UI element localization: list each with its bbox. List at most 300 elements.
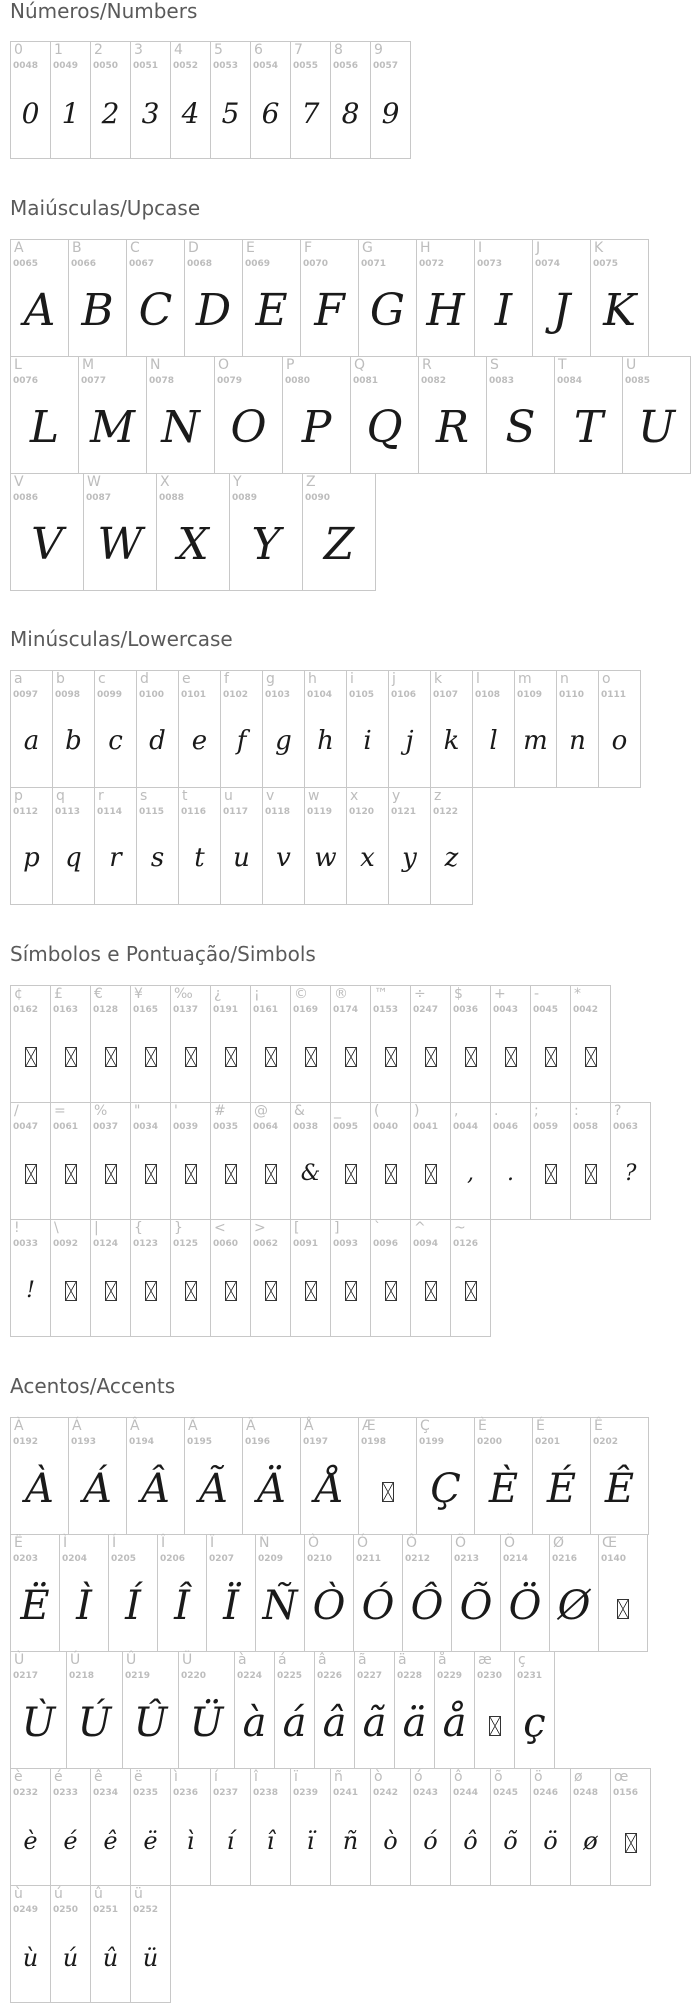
glyph-character-label: Â — [130, 1418, 140, 1434]
glyph-code-label: 0245 — [493, 1788, 519, 1798]
glyph-code-label: 0205 — [111, 1554, 137, 1564]
glyph-code-label: 0235 — [133, 1788, 159, 1798]
glyph-code-label: 0239 — [293, 1788, 319, 1798]
glyph-cell — [78, 356, 147, 474]
glyph-character-label: 1 — [54, 42, 63, 58]
glyph-character-label: æ — [478, 1652, 492, 1668]
missing-glyph-icon — [371, 1044, 410, 1069]
upcase-row-1 — [10, 239, 649, 357]
glyph-code-label: 0137 — [173, 1005, 199, 1015]
glyph-character-label: ¥ — [134, 986, 143, 1002]
glyph-character-label: j — [392, 671, 396, 687]
glyph-character-label: ë — [134, 1769, 143, 1785]
glyph-character-label: N — [150, 357, 161, 373]
glyph-cell — [304, 787, 347, 905]
glyph-cell — [430, 787, 473, 905]
missing-glyph-icon — [531, 1161, 570, 1186]
glyph-code-label: 0099 — [97, 690, 123, 700]
missing-glyph-icon — [91, 1161, 130, 1186]
glyph-cell — [450, 985, 491, 1103]
glyph-code-label: 0087 — [86, 493, 112, 503]
accents-row-3 — [10, 1651, 555, 1769]
glyph-preview: Å — [315, 1466, 344, 1512]
glyph-character-label: Ó — [357, 1535, 369, 1551]
glyph-code-label: 0124 — [93, 1239, 119, 1249]
missing-glyph-box-icon — [265, 1047, 277, 1067]
glyph-character-label: B — [72, 240, 82, 256]
glyph-character-label: i — [350, 671, 354, 687]
glyph-code-label: 0095 — [333, 1122, 359, 1132]
glyph-preview: Ò — [312, 1583, 346, 1629]
glyph-code-label: 0119 — [307, 807, 333, 817]
glyph-cell — [59, 1534, 109, 1652]
missing-glyph-icon — [411, 1044, 450, 1069]
glyph-cell — [300, 239, 359, 357]
glyph-preview: R — [435, 402, 470, 453]
glyph-character-label: r — [98, 788, 104, 804]
glyph-code-label: 0220 — [181, 1671, 207, 1681]
glyph-code-label: 0214 — [503, 1554, 529, 1564]
glyph-cell — [90, 41, 131, 159]
glyph-character-label: I — [478, 240, 483, 256]
glyph-code-label: 0195 — [187, 1437, 213, 1447]
glyph-preview: i — [363, 726, 372, 756]
glyph-cell — [156, 473, 230, 591]
glyph-cell — [130, 1885, 171, 2003]
glyph-cell — [330, 985, 371, 1103]
glyph-code-label: 0199 — [419, 1437, 445, 1447]
glyph-preview: Ç — [430, 1466, 461, 1512]
missing-glyph-box-icon — [545, 1047, 557, 1067]
glyph-character-label: ÷ — [414, 986, 426, 1002]
glyph-preview: M — [89, 402, 136, 453]
missing-glyph-icon — [131, 1278, 170, 1303]
glyph-cell — [157, 1534, 207, 1652]
missing-glyph-box-icon — [425, 1281, 437, 1301]
glyph-cell — [234, 1651, 275, 1769]
glyph-character-label: : — [574, 1103, 579, 1119]
glyph-preview: U — [637, 402, 676, 453]
glyph-preview: v — [276, 843, 291, 873]
glyph-code-label: 0067 — [129, 259, 155, 269]
missing-glyph-box-icon — [585, 1164, 597, 1184]
glyph-cell — [590, 239, 649, 357]
glyph-character-label: e — [182, 671, 191, 687]
glyph-preview: F — [314, 285, 345, 336]
missing-glyph-box-icon — [385, 1047, 397, 1067]
glyph-code-label: 0197 — [303, 1437, 329, 1447]
glyph-character-label: ¡ — [254, 986, 260, 1002]
glyph-character-label: ø — [574, 1769, 583, 1785]
missing-glyph-box-icon — [105, 1281, 117, 1301]
glyph-character-label: 8 — [334, 42, 343, 58]
glyph-code-label: 0058 — [573, 1122, 599, 1132]
glyph-cell — [90, 1885, 131, 2003]
glyph-preview: ë — [143, 1827, 158, 1855]
glyph-preview: Y — [251, 519, 281, 570]
missing-glyph-icon — [211, 1278, 250, 1303]
missing-glyph-box-icon — [625, 1833, 637, 1853]
glyph-cell — [370, 1219, 411, 1337]
glyph-code-label: 0100 — [139, 690, 165, 700]
missing-glyph-icon — [451, 1044, 490, 1069]
missing-glyph-icon — [171, 1044, 210, 1069]
glyph-code-label: 0098 — [55, 690, 81, 700]
section-title-accents: Acentos/Accents — [10, 1374, 176, 1398]
glyph-character-label: ì — [174, 1769, 178, 1785]
missing-glyph-icon — [251, 1161, 290, 1186]
glyph-character-label: s — [140, 788, 148, 804]
glyph-code-label: 0093 — [333, 1239, 359, 1249]
glyph-code-label: 0242 — [373, 1788, 399, 1798]
glyph-cell — [50, 1102, 91, 1220]
glyph-preview: è — [23, 1827, 38, 1855]
glyph-cell — [450, 1768, 491, 1886]
glyph-code-label: 0079 — [217, 376, 243, 386]
glyph-preview: ï — [306, 1827, 315, 1855]
accents-row-4 — [10, 1768, 651, 1886]
glyph-cell — [184, 239, 243, 357]
glyph-character-label: ñ — [334, 1769, 343, 1785]
glyph-preview: B — [81, 285, 114, 336]
glyph-code-label: 0050 — [93, 61, 119, 71]
glyph-character-label: S — [490, 357, 499, 373]
glyph-code-label: 0109 — [517, 690, 543, 700]
glyph-code-label: 0040 — [373, 1122, 399, 1132]
glyph-character-label: ï — [294, 1769, 298, 1785]
glyph-cell — [434, 1651, 475, 1769]
missing-glyph-icon — [599, 1583, 647, 1629]
glyph-character-label: , — [454, 1103, 459, 1119]
missing-glyph-box-icon — [385, 1164, 397, 1184]
glyph-code-label: 0163 — [53, 1005, 79, 1015]
glyph-preview: 2 — [101, 97, 120, 130]
glyph-code-label: 0204 — [62, 1554, 88, 1564]
glyph-cell — [370, 1768, 411, 1886]
glyph-code-label: 0161 — [253, 1005, 279, 1015]
missing-glyph-box-icon — [489, 1716, 501, 1736]
glyph-character-label: w — [308, 788, 320, 804]
glyph-character-label: P — [286, 357, 295, 373]
glyph-preview: O — [230, 402, 267, 453]
glyph-character-label: L — [14, 357, 22, 373]
glyph-cell — [10, 41, 51, 159]
glyph-cell — [302, 473, 376, 591]
glyph-code-label: 0083 — [489, 376, 515, 386]
missing-glyph-box-icon — [345, 1047, 357, 1067]
glyph-character-label: Å — [304, 1418, 314, 1434]
glyph-code-label: 0088 — [159, 493, 185, 503]
glyph-code-label: 0056 — [333, 61, 359, 71]
glyph-preview: Ì — [76, 1583, 92, 1629]
missing-glyph-icon — [571, 1044, 610, 1069]
glyph-code-label: 0126 — [453, 1239, 479, 1249]
glyph-code-label: 0077 — [81, 376, 107, 386]
glyph-cell — [451, 1534, 501, 1652]
glyph-cell — [130, 1102, 171, 1220]
glyph-preview: H — [426, 285, 465, 336]
glyph-cell — [94, 787, 137, 905]
glyph-character-label: v — [266, 788, 275, 804]
glyph-code-label: 0110 — [559, 690, 585, 700]
glyph-preview: 0 — [21, 97, 40, 130]
glyph-character-label: Ï — [210, 1535, 215, 1551]
glyph-cell — [490, 1102, 531, 1220]
glyph-cell — [10, 985, 51, 1103]
glyph-cell — [126, 239, 185, 357]
glyph-preview: Ã — [199, 1466, 228, 1512]
glyph-code-label: 0108 — [475, 690, 501, 700]
glyph-code-label: 0044 — [453, 1122, 479, 1132]
glyph-character-label: Ë — [14, 1535, 23, 1551]
glyph-cell — [130, 41, 171, 159]
glyph-cell — [220, 787, 263, 905]
glyph-character-label: Ç — [420, 1418, 430, 1434]
glyph-character-label: Ö — [504, 1535, 516, 1551]
glyph-preview: Z — [323, 519, 355, 570]
glyph-cell — [10, 1102, 51, 1220]
glyph-character-label: ! — [14, 1220, 20, 1236]
glyph-character-label: K — [594, 240, 604, 256]
glyph-preview: ù — [22, 1944, 39, 1972]
glyph-preview: Q — [366, 402, 403, 453]
glyph-preview: î — [266, 1827, 275, 1855]
glyph-preview: Ñ — [262, 1583, 298, 1629]
glyph-character-label: O — [218, 357, 230, 373]
glyph-code-label: 0246 — [533, 1788, 559, 1798]
glyph-cell — [10, 1219, 51, 1337]
glyph-preview: Ú — [77, 1700, 112, 1746]
missing-glyph-icon — [371, 1278, 410, 1303]
missing-glyph-box-icon — [145, 1164, 157, 1184]
glyph-cell — [610, 1768, 651, 1886]
missing-glyph-box-icon — [65, 1164, 77, 1184]
glyph-cell — [410, 1102, 451, 1220]
section-title-numbers: Números/Numbers — [10, 0, 198, 23]
glyph-cell — [350, 356, 419, 474]
glyph-preview: w — [314, 843, 337, 873]
glyph-code-label: 0078 — [149, 376, 175, 386]
glyph-cell — [532, 239, 591, 357]
missing-glyph-icon — [211, 1161, 250, 1186]
glyph-code-label: 0206 — [160, 1554, 186, 1564]
glyph-character-label: h — [308, 671, 317, 687]
glyph-code-label: 0219 — [125, 1671, 151, 1681]
glyph-character-label: œ — [614, 1769, 629, 1785]
glyph-preview: À — [25, 1466, 54, 1512]
glyph-preview: ? — [624, 1161, 637, 1186]
glyph-code-label: 0243 — [413, 1788, 439, 1798]
glyph-cell — [262, 670, 305, 788]
glyph-preview: e — [191, 726, 208, 756]
glyph-cell — [220, 670, 263, 788]
glyph-code-label: 0116 — [181, 807, 207, 817]
glyph-character-label: $ — [454, 986, 463, 1002]
glyph-preview: d — [149, 726, 166, 756]
glyph-code-label: 0090 — [305, 493, 331, 503]
glyph-code-label: 0084 — [557, 376, 583, 386]
glyph-character-label: | — [94, 1220, 99, 1236]
glyph-preview: G — [369, 285, 406, 336]
glyph-character-label: ™ — [374, 986, 388, 1002]
glyph-preview: Á — [83, 1466, 112, 1512]
missing-glyph-box-icon — [225, 1164, 237, 1184]
glyph-cell — [250, 1102, 291, 1220]
glyph-code-label: 0097 — [13, 690, 39, 700]
glyph-preview: n — [569, 726, 586, 756]
glyph-character-label: n — [560, 671, 569, 687]
glyph-code-label: 0207 — [209, 1554, 235, 1564]
missing-glyph-icon — [331, 1161, 370, 1186]
glyph-cell — [130, 1219, 171, 1337]
glyph-code-label: 0200 — [477, 1437, 503, 1447]
glyph-code-label: 0073 — [477, 259, 503, 269]
glyph-preview: Ë — [20, 1583, 50, 1629]
glyph-character-label: = — [54, 1103, 66, 1119]
glyph-preview: 4 — [181, 97, 200, 130]
glyph-preview: s — [150, 843, 165, 873]
glyph-cell — [10, 1651, 67, 1769]
glyph-cell — [598, 670, 641, 788]
glyph-preview: ö — [543, 1827, 558, 1855]
missing-glyph-icon — [171, 1278, 210, 1303]
glyph-code-label: 0059 — [533, 1122, 559, 1132]
glyph-cell — [10, 787, 53, 905]
glyph-cell — [210, 1219, 251, 1337]
glyph-character-label: Ù — [14, 1652, 25, 1668]
glyph-preview: ø — [583, 1827, 598, 1855]
glyph-preview: 6 — [261, 97, 280, 130]
glyph-character-label: Í — [112, 1535, 117, 1551]
glyph-cell — [170, 1219, 211, 1337]
glyph-cell — [10, 1768, 51, 1886]
glyph-character-label: õ — [494, 1769, 503, 1785]
glyph-cell — [52, 787, 95, 905]
glyph-code-label: 0033 — [13, 1239, 39, 1249]
glyph-code-label: 0102 — [223, 690, 249, 700]
glyph-code-label: 0091 — [293, 1239, 319, 1249]
glyph-code-label: 0162 — [13, 1005, 39, 1015]
glyph-code-label: 0230 — [477, 1671, 503, 1681]
glyph-preview: Ä — [257, 1466, 286, 1512]
glyph-cell — [532, 1417, 591, 1535]
glyph-cell — [242, 239, 301, 357]
missing-glyph-icon — [91, 1278, 130, 1303]
glyph-preview: W — [97, 519, 143, 570]
glyph-code-label: 0249 — [13, 1905, 39, 1915]
glyph-preview: g — [275, 726, 292, 756]
glyph-code-label: 0045 — [533, 1005, 559, 1015]
missing-glyph-box-icon — [25, 1047, 37, 1067]
glyph-code-label: 0191 — [213, 1005, 239, 1015]
glyph-preview: o — [611, 726, 628, 756]
glyph-code-label: 0111 — [601, 690, 627, 700]
glyph-code-label: 0069 — [245, 259, 271, 269]
glyph-character-label: Q — [354, 357, 366, 373]
glyph-cell — [94, 670, 137, 788]
glyph-code-label: 0071 — [361, 259, 387, 269]
glyph-character-label: U — [626, 357, 637, 373]
missing-glyph-box-icon — [145, 1281, 157, 1301]
glyph-code-label: 0072 — [419, 259, 445, 269]
glyph-preview: , — [467, 1161, 474, 1186]
glyph-cell — [370, 41, 411, 159]
glyph-cell — [570, 985, 611, 1103]
glyph-preview: í — [226, 1827, 235, 1855]
missing-glyph-box-icon — [105, 1047, 117, 1067]
glyph-preview: â — [322, 1700, 347, 1746]
glyph-cell — [214, 356, 283, 474]
glyph-code-label: 0086 — [13, 493, 39, 503]
glyph-code-label: 0244 — [453, 1788, 479, 1798]
missing-glyph-icon — [11, 1161, 50, 1186]
missing-glyph-icon — [371, 1161, 410, 1186]
missing-glyph-icon — [51, 1278, 90, 1303]
glyph-cell — [304, 1534, 354, 1652]
glyph-cell — [354, 1651, 395, 1769]
glyph-code-label: 0238 — [253, 1788, 279, 1798]
glyph-character-label: " — [134, 1103, 141, 1119]
missing-glyph-box-icon — [465, 1047, 477, 1067]
glyph-preview: k — [443, 726, 460, 756]
glyph-character-label: è — [14, 1769, 23, 1785]
glyph-preview: P — [301, 402, 332, 453]
glyph-preview: T — [573, 402, 604, 453]
glyph-cell — [184, 1417, 243, 1535]
glyph-preview: û — [102, 1944, 119, 1972]
glyph-cell — [90, 1219, 131, 1337]
glyph-code-label: 0106 — [391, 690, 417, 700]
glyph-code-label: 0068 — [187, 259, 213, 269]
glyph-cell — [358, 239, 417, 357]
glyph-code-label: 0041 — [413, 1122, 439, 1132]
glyph-cell — [598, 1534, 648, 1652]
glyph-character-label: @ — [254, 1103, 268, 1119]
glyph-cell — [514, 1651, 555, 1769]
glyph-character-label: ö — [534, 1769, 543, 1785]
glyph-preview: c — [108, 726, 123, 756]
glyph-code-label: 0211 — [356, 1554, 382, 1564]
glyph-code-label: 0115 — [139, 807, 165, 817]
glyph-character-label: \ — [54, 1220, 59, 1236]
glyph-code-label: 0051 — [133, 61, 159, 71]
glyph-cell — [90, 1768, 131, 1886]
glyph-character-label: Z — [306, 474, 316, 490]
missing-glyph-icon — [91, 1044, 130, 1069]
missing-glyph-box-icon — [505, 1047, 517, 1067]
glyph-cell — [10, 356, 79, 474]
glyph-preview: A — [23, 285, 56, 336]
glyph-code-label: 0063 — [613, 1122, 639, 1132]
glyph-code-label: 0037 — [93, 1122, 119, 1132]
glyph-preview: a — [23, 726, 40, 756]
glyph-character-label: ä — [398, 1652, 407, 1668]
missing-glyph-icon — [11, 1044, 50, 1069]
glyph-cell — [474, 239, 533, 357]
glyph-cell — [474, 1651, 515, 1769]
glyph-preview: q — [65, 843, 82, 873]
glyph-cell — [300, 1417, 359, 1535]
glyph-character-label: % — [94, 1103, 108, 1119]
missing-glyph-box-icon — [225, 1281, 237, 1301]
glyph-cell — [206, 1534, 256, 1652]
glyph-code-label: 0055 — [293, 61, 319, 71]
missing-glyph-box-icon — [425, 1164, 437, 1184]
glyph-code-label: 0192 — [13, 1437, 39, 1447]
glyph-cell — [178, 670, 221, 788]
missing-glyph-box-icon — [545, 1164, 557, 1184]
glyph-cell — [250, 985, 291, 1103]
